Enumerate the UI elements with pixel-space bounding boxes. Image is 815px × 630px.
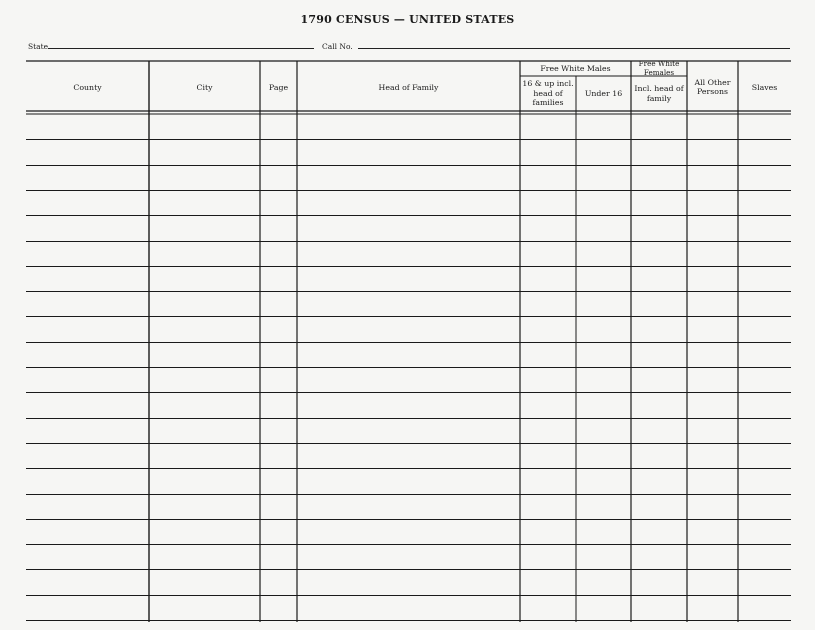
- form-title: 1790 CENSUS — UNITED STATES: [300, 13, 515, 26]
- state-label: State: [28, 42, 49, 51]
- col-header-city: City: [196, 83, 213, 93]
- col-header-page: Page: [268, 83, 289, 93]
- group-header-free-white-males: Free White Males: [540, 63, 611, 73]
- call-no-label: Call No.: [322, 42, 353, 51]
- col-header-head-of-family: Head of Family: [378, 83, 439, 93]
- group-header-free-white-females: Free White Females: [638, 59, 680, 77]
- col-header-county: County: [73, 83, 102, 93]
- col-header-slaves: Slaves: [751, 83, 778, 93]
- col-header-all-other-persons: All Other Persons: [694, 77, 731, 96]
- col-header-males-under-16: Under 16: [584, 88, 623, 98]
- col-header-males-16-up: 16 & up incl. head of families: [522, 79, 574, 108]
- col-header-females-incl-head: Incl. head of family: [634, 84, 684, 103]
